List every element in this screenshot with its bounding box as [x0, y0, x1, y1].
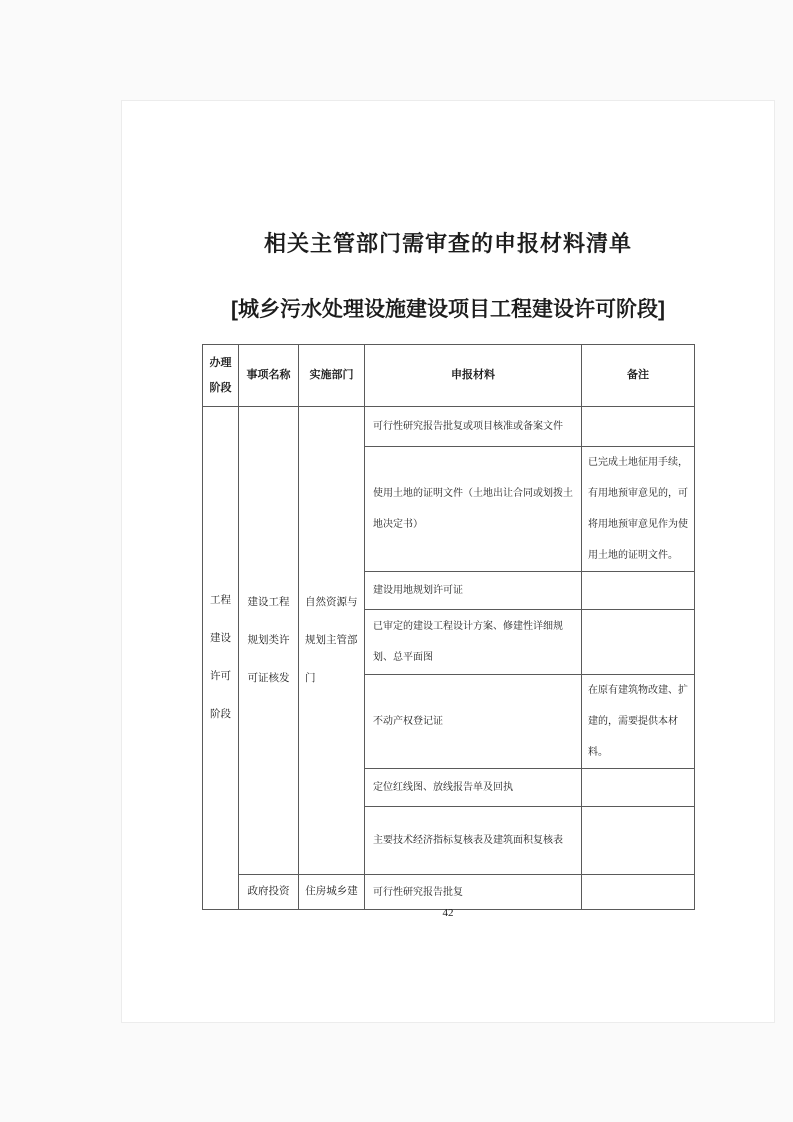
cell-item-name: 建设工程规划类许可证核发 [239, 407, 299, 875]
page-title: 相关主管部门需审查的申报材料清单 [263, 231, 632, 256]
cell-department: 自然资源与规划主管部门 [299, 407, 365, 875]
cell-material: 使用土地的证明文件（土地出让合同或划拨土地决定书） [365, 447, 582, 572]
cell-department: 住房城乡建 [299, 875, 365, 910]
cell-remark [582, 807, 695, 875]
cell-remark [582, 875, 695, 910]
cell-material: 不动产权登记证 [365, 675, 582, 769]
cell-material: 可行性研究报告批复 [365, 875, 582, 910]
cell-item-name: 政府投资 [239, 875, 299, 910]
cell-material: 已审定的建设工程设计方案、修建性详细规划、总平面图 [365, 610, 582, 675]
cell-remark [582, 769, 695, 807]
document-page [121, 100, 775, 1023]
materials-table [202, 344, 695, 910]
table-row [203, 875, 695, 910]
page-number: 42 [442, 907, 454, 919]
cell-material: 定位红线图、放线报告单及回执 [365, 769, 582, 807]
cell-material: 可行性研究报告批复或项目核准或备案文件 [365, 407, 582, 447]
header-stage: 办理阶段 [203, 345, 239, 407]
page-subtitle: [城乡污水处理设施建设项目工程建设许可阶段] [231, 298, 665, 321]
cell-stage: 工程建设许可阶段 [203, 407, 239, 910]
cell-remark [582, 407, 695, 447]
table-header-row [203, 345, 695, 407]
table-row [203, 407, 695, 447]
cell-material: 建设用地规划许可证 [365, 572, 582, 610]
header-remark: 备注 [582, 345, 695, 407]
cell-remark [582, 572, 695, 610]
cell-remark: 已完成土地征用手续，有用地预审意见的，可将用地预审意见作为使用土地的证明文件。 [582, 447, 695, 572]
header-item-name: 事项名称 [239, 345, 299, 407]
cell-material: 主要技术经济指标复核表及建筑面积复核表 [365, 807, 582, 875]
header-department: 实施部门 [299, 345, 365, 407]
cell-remark [582, 610, 695, 675]
cell-remark: 在原有建筑物改建、扩建的，需要提供本材料。 [582, 675, 695, 769]
header-material: 申报材料 [365, 345, 582, 407]
